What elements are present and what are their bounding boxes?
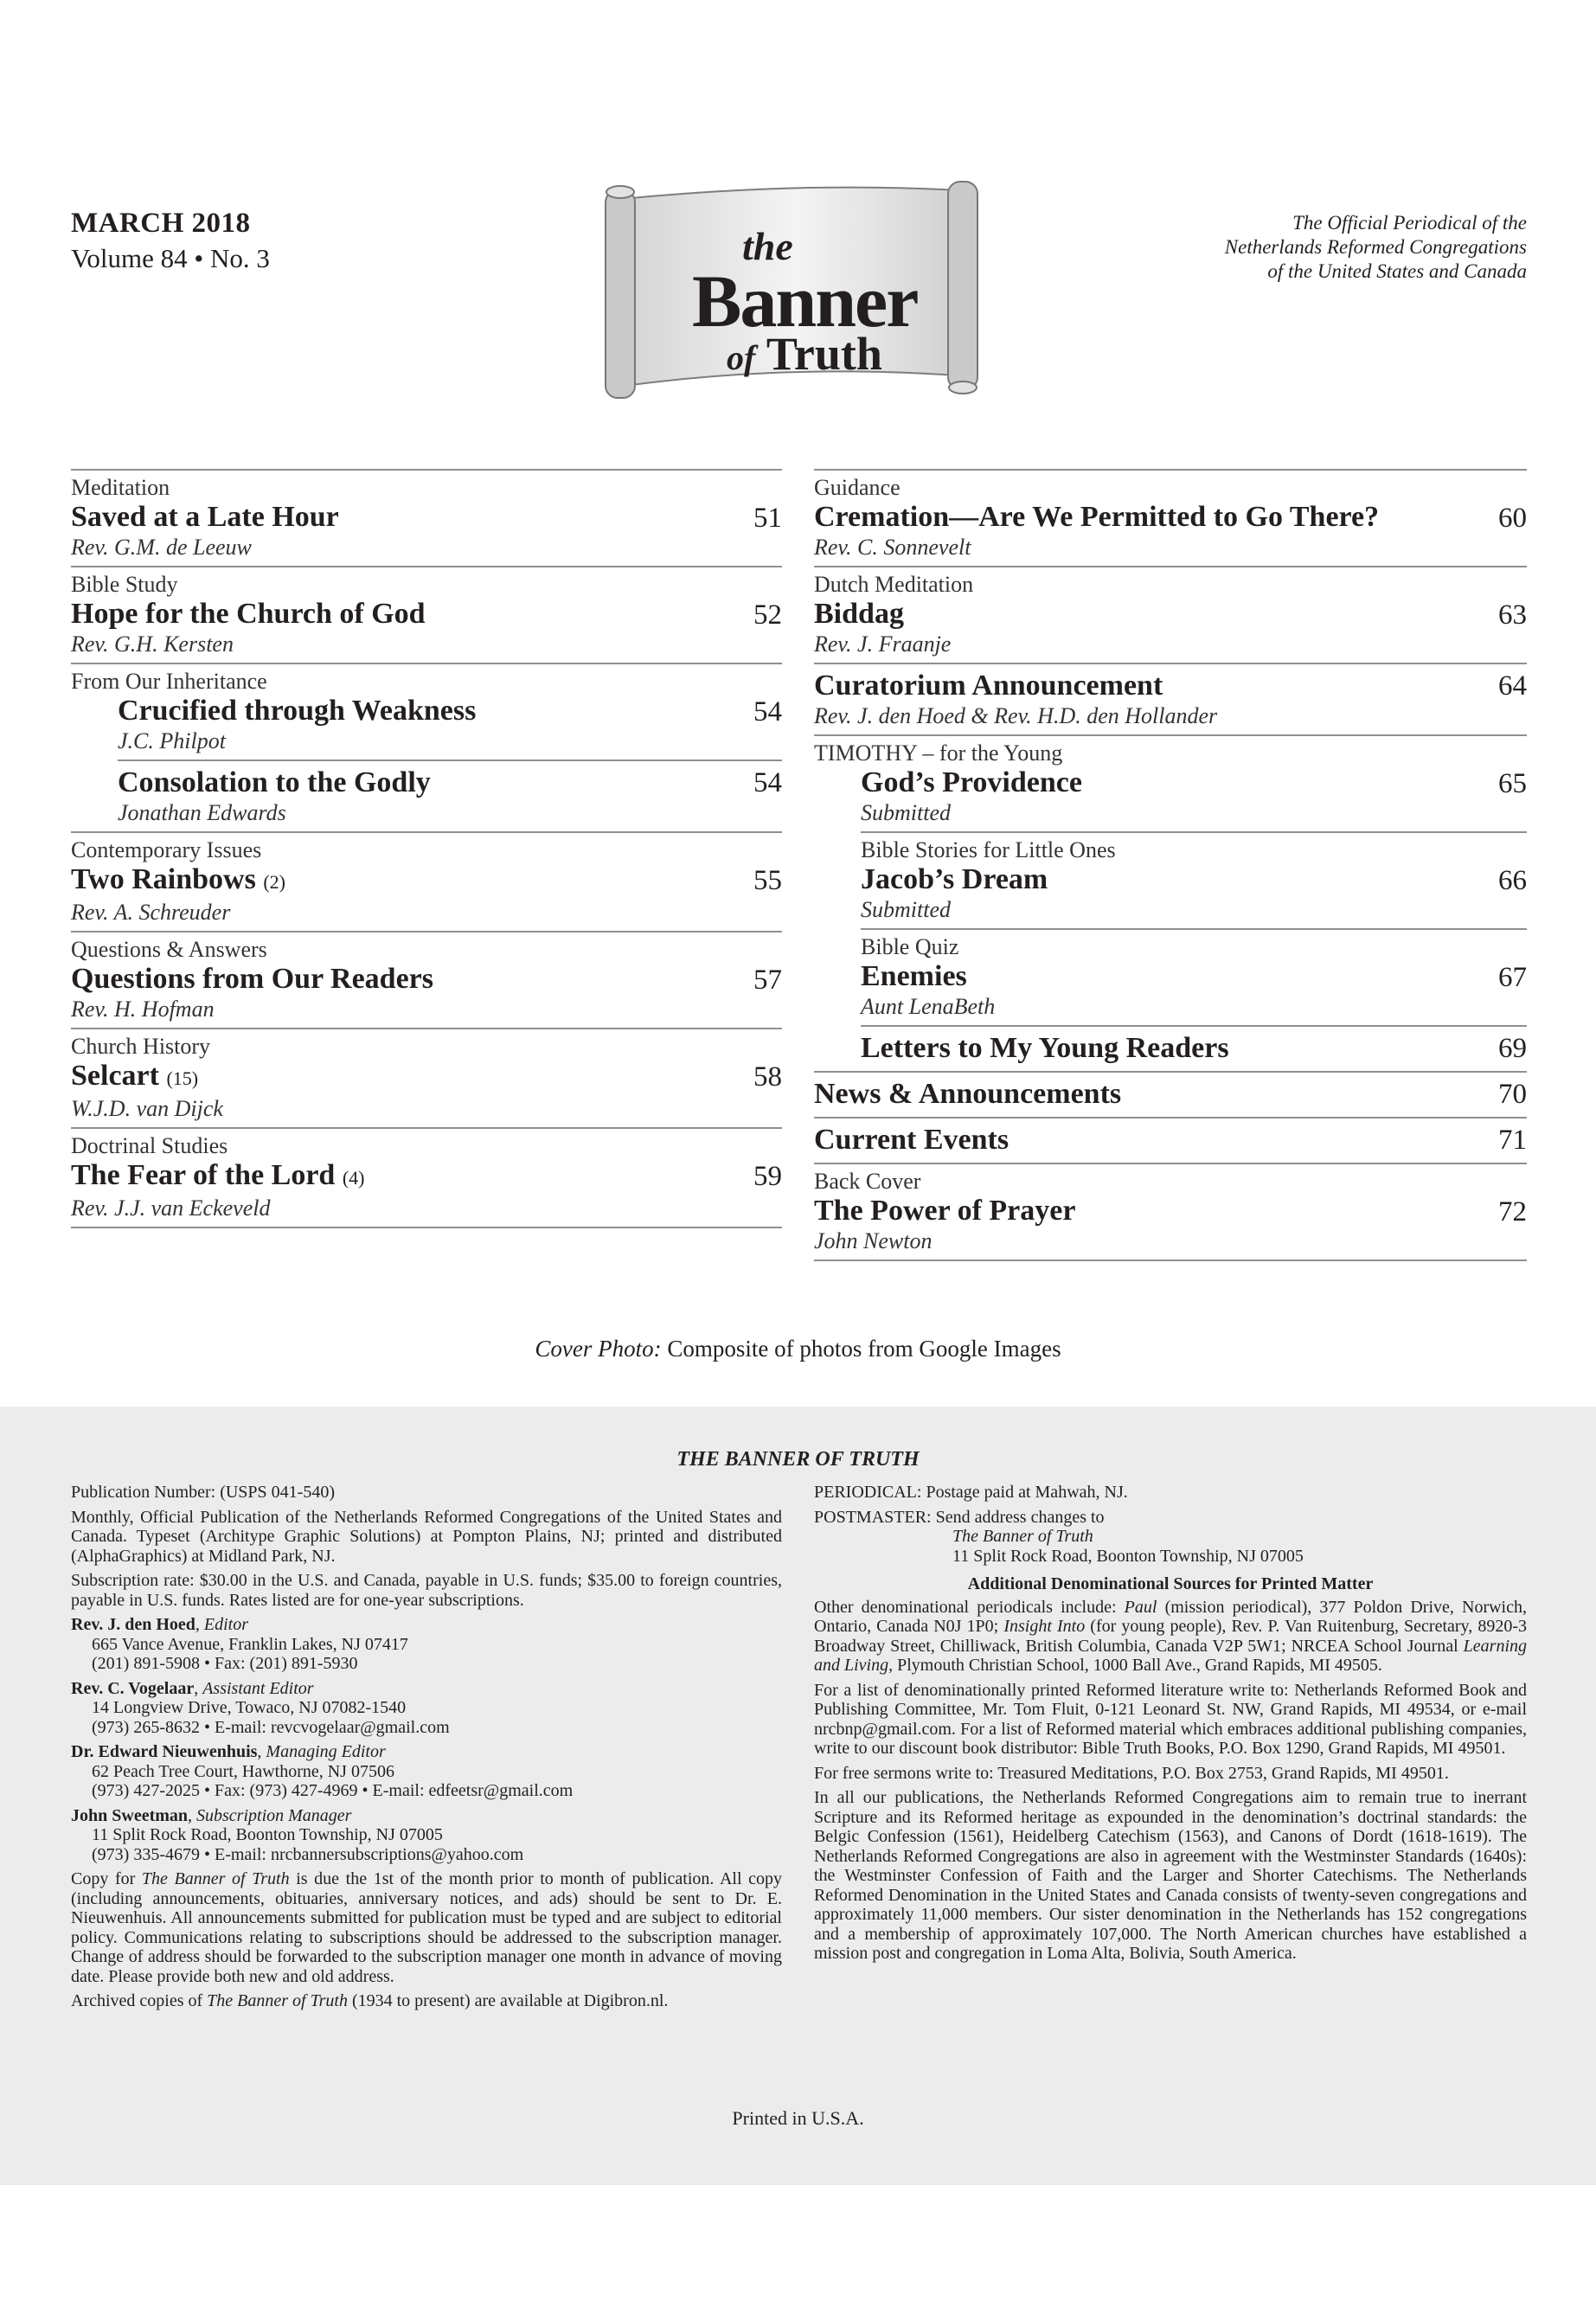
toc-entry[interactable] xyxy=(861,1025,1527,1071)
toc-title[interactable]: News & Announcements xyxy=(814,1078,1122,1110)
logo-truth-word: Truth xyxy=(766,328,882,380)
toc-title[interactable]: Current Events xyxy=(814,1124,1010,1156)
editor-block: Rev. J. den Hoed, Editor 665 Vance Avenue, Franklin Lakes, NJ 07417 (201) 891-5908 • Fax: (201) 891-5930 xyxy=(71,1615,408,1673)
toc-title[interactable]: Curatorium Announcement xyxy=(814,670,1163,702)
toc-page-number: 59 xyxy=(753,1161,782,1192)
subscription-manager-name: John Sweetman xyxy=(71,1805,189,1825)
toc-entry[interactable] xyxy=(814,566,1527,663)
toc-entry[interactable] xyxy=(814,663,1527,734)
toc-page-number: 58 xyxy=(753,1061,782,1093)
toc-title[interactable]: Enemies xyxy=(861,960,967,992)
copy-policy xyxy=(71,1869,782,1986)
masthead-right-column xyxy=(814,1483,1527,1969)
cover-photo-text: Composite of photos from Google Images xyxy=(661,1336,1061,1362)
other-title: Learning and Living xyxy=(814,1636,1527,1675)
toc-page-number: 52 xyxy=(753,599,782,631)
toc-author: Aunt LenaBeth xyxy=(861,994,996,1019)
logo-banner: Banner xyxy=(692,260,918,343)
toc-title-text: The Fear of the Lord xyxy=(71,1159,336,1191)
other-title: Insight Into xyxy=(1003,1617,1086,1636)
official-line: Netherlands Reformed Congregations xyxy=(1224,236,1527,258)
toc-title[interactable] xyxy=(71,1158,782,1195)
toc-category: Dutch Meditation xyxy=(814,572,974,597)
toc-page-number: 70 xyxy=(1498,1079,1527,1110)
editor-phone: (201) 891-5908 • Fax: (201) 891-5930 xyxy=(92,1654,358,1673)
toc-entry[interactable] xyxy=(861,928,1527,1025)
toc-author: Rev. H. Hofman xyxy=(71,997,215,1022)
toc-page-number: 54 xyxy=(753,767,782,798)
other-periodicals xyxy=(814,1598,1527,1676)
subscription-manager-address: 11 Split Rock Road, Boonton Township, NJ 07005 xyxy=(92,1825,443,1844)
managing-editor-phone[interactable]: (973) 427-2025 • Fax: (973) 427-4969 • E-mail: edfeetsr@gmail.com xyxy=(92,1781,574,1800)
toc-page-number: 57 xyxy=(753,965,782,996)
toc-title[interactable]: Crucified through Weakness xyxy=(118,695,477,727)
other-title: Paul xyxy=(1124,1597,1157,1617)
toc-entry[interactable] xyxy=(71,663,782,760)
issue-info xyxy=(71,208,270,274)
toc-page-number: 71 xyxy=(1498,1125,1527,1156)
logo-wordmark xyxy=(597,173,995,407)
masthead-left-column xyxy=(71,1483,782,2016)
postmaster-address: 11 Split Rock Road, Boonton Township, NJ 07005 xyxy=(952,1546,1304,1566)
subscription-manager-block: John Sweetman, Subscription Manager 11 Split Rock Road, Boonton Township, NJ 07005 (973) 335-4679 • E-mail: nrcbannersubscriptions@yahoo.com xyxy=(71,1805,524,1864)
toc-author: Rev. J. den Hoed & Rev. H.D. den Hollander xyxy=(814,703,1218,728)
toc-category: Church History xyxy=(71,1034,211,1059)
subscription-manager-role: Subscription Manager xyxy=(196,1805,352,1825)
printed-in: Printed in U.S.A. xyxy=(732,2107,864,2129)
toc-author: Rev. J. Fraanje xyxy=(814,631,952,657)
toc-category: Questions & Answers xyxy=(71,937,267,962)
toc-category: Contemporary Issues xyxy=(71,837,262,862)
toc-title-text: Two Rainbows xyxy=(71,863,256,895)
toc-author: Rev. G.M. de Leeuw xyxy=(71,535,252,560)
toc-category: Bible Study xyxy=(71,572,178,597)
toc-title[interactable]: Saved at a Late Hour xyxy=(71,501,339,533)
toc-author: John Newton xyxy=(814,1228,933,1253)
toc-page-number: 54 xyxy=(753,696,782,727)
toc-title[interactable] xyxy=(71,1059,782,1096)
toc-title[interactable]: Jacob’s Dream xyxy=(861,863,1048,895)
toc-entry[interactable] xyxy=(814,1071,1527,1117)
toc-category: Meditation xyxy=(71,475,170,500)
managing-editor-address: 62 Peach Tree Court, Hawthorne, NJ 07506 xyxy=(92,1761,394,1781)
toc-entry[interactable] xyxy=(814,469,1527,566)
assistant-editor-address: 14 Longview Drive, Towaco, NJ 07082-1540 xyxy=(92,1698,407,1717)
toc-part: (4) xyxy=(342,1167,365,1189)
managing-editor-block: Dr. Edward Nieuwenhuis, Managing Editor 62 Peach Tree Court, Hawthorne, NJ 07506 (973) 427-2025 • Fax: (973) 427-4969 • E-mail: edfeetsr@gmail.com xyxy=(71,1742,574,1800)
cover-photo-label: Cover Photo: xyxy=(535,1336,662,1362)
toc-part: (15) xyxy=(166,1067,199,1089)
toc-title[interactable]: Hope for the Church of God xyxy=(71,598,426,630)
toc-author: Rev. G.H. Kersten xyxy=(71,631,234,657)
toc-category: Back Cover xyxy=(814,1169,921,1194)
copy-policy-text: is due the 1st of the month prior to month of publication. All copy (including announcements, obituaries, anniversary notices, and ads) should be sent to Dr. E. Nieuwenhuis. All announcements submitted for publication must be typed and are subject to editorial policy. Communications relating to subscriptions should be addressed to the subscription manager. Change of address should be forwarded to the subscription manager one month in advance of moving date. Please provide both new and old address. xyxy=(71,1869,782,1986)
logo-the: the xyxy=(742,224,793,268)
monthly-statement: Monthly, Official Publication of the Netherlands Reformed Congregations of the United States and Canada. Typeset (Architype Graphic Solutions) at Pompton Plains, NJ; printed and distributed (AlphaGraphics) at Midland Park, NJ. xyxy=(71,1507,782,1566)
toc-author: Submitted xyxy=(861,897,951,922)
toc-title[interactable]: Cremation—Are We Permitted to Go There? xyxy=(814,501,1380,533)
managing-editor-name: Dr. Edward Nieuwenhuis xyxy=(71,1742,258,1761)
toc-page-number: 66 xyxy=(1498,865,1527,896)
other-text: (for young people), Rev. P. Van Ruitenburg, Secretary, 8920-3 Broadway Street, Chilliwack, British Columbia, Canada V2P 5W1; NRCEA School Journal xyxy=(814,1617,1528,1656)
subscription-manager-phone[interactable]: (973) 335-4679 • E-mail: nrcbannersubscriptions@yahoo.com xyxy=(92,1844,524,1864)
toc-page-number: 65 xyxy=(1498,768,1527,799)
toc-author: W.J.D. van Dijck xyxy=(71,1096,223,1121)
editor-name: Rev. J. den Hoed xyxy=(71,1615,195,1634)
toc-title[interactable]: Questions from Our Readers xyxy=(71,963,434,995)
toc-page-number: 69 xyxy=(1498,1033,1527,1064)
archive-title: The Banner of Truth xyxy=(207,1991,348,2010)
toc-page-number: 55 xyxy=(753,865,782,896)
toc-entry[interactable] xyxy=(71,566,782,663)
toc-title[interactable]: Biddag xyxy=(814,598,904,630)
toc-right-column xyxy=(814,469,1527,1261)
copy-policy-title: The Banner of Truth xyxy=(141,1869,290,1888)
periodical-postage: PERIODICAL: Postage paid at Mahwah, NJ. xyxy=(814,1483,1128,1502)
other-text: , Plymouth Christian School, 1000 Ball Ave., Grand Rapids, MI 49505. xyxy=(888,1656,1382,1675)
toc-title[interactable] xyxy=(71,862,782,900)
toc-title[interactable]: God’s Providence xyxy=(861,766,1082,798)
toc-title-text: Selcart xyxy=(71,1060,159,1092)
logo-truth xyxy=(727,327,882,381)
toc-entry[interactable] xyxy=(814,1163,1527,1261)
toc-author: Rev. J.J. van Eckeveld xyxy=(71,1195,271,1221)
postmaster-text: POSTMASTER: Send address changes to xyxy=(814,1507,1105,1527)
other-text: Other denominational periodicals include: xyxy=(814,1597,1125,1617)
toc-title[interactable]: The Power of Prayer xyxy=(814,1195,1076,1227)
toc-entry[interactable] xyxy=(71,1028,782,1127)
toc-author: Rev. A. Schreuder xyxy=(71,900,231,925)
toc-entry[interactable] xyxy=(118,760,782,831)
toc-page-number: 51 xyxy=(753,503,782,534)
assistant-editor-block: Rev. C. Vogelaar, Assistant Editor 14 Longview Drive, Towaco, NJ 07082-1540 (973) 265-8632 • E-mail: revcvogelaar@gmail.com xyxy=(71,1678,450,1737)
toc-category: From Our Inheritance xyxy=(71,669,267,694)
sources-heading: Additional Denominational Sources for Printed Matter xyxy=(967,1574,1374,1593)
assistant-editor-name: Rev. C. Vogelaar xyxy=(71,1678,195,1698)
publication-number: Publication Number: (USPS 041-540) xyxy=(71,1483,335,1502)
toc-page-number: 60 xyxy=(1498,503,1527,534)
toc-left-column xyxy=(71,469,782,1228)
literature-list: For a list of denominationally printed Reformed literature write to: Netherlands Reformed Book and Publishing Committee, Mr. Tom Fluit, 0-121 Leonard St. NW, Grand Rapids, MI 49534, or e-mail nrcbnp@gmail.com. For a list of Reformed material which embraces additional publishing companies, write to our discount book distributor: Bible Truth Books, P.O. Box 1290, Grand Rapids, MI 49501. xyxy=(814,1680,1527,1758)
editor-address: 665 Vance Avenue, Franklin Lakes, NJ 07417 xyxy=(92,1634,408,1654)
masthead-title: THE BANNER OF TRUTH xyxy=(676,1448,920,1471)
toc-entry[interactable] xyxy=(71,469,782,566)
official-periodical-note xyxy=(1225,211,1527,284)
subscription-rate: Subscription rate: $30.00 in the U.S. and Canada, payable in U.S. funds; $35.00 to foreign countries, payable in U.S. funds. Rates listed are for one-year subscriptions. xyxy=(71,1571,782,1610)
copy-policy-text: Copy for xyxy=(71,1869,142,1888)
toc-category: TIMOTHY – for the Young xyxy=(814,740,1063,766)
logo-of: of xyxy=(727,338,756,377)
archive-text: (1934 to present) are available at Digibron.nl. xyxy=(347,1991,669,2010)
toc-title[interactable]: Letters to My Young Readers xyxy=(861,1032,1229,1064)
editor-role: Editor xyxy=(203,1615,249,1634)
managing-editor-role: Managing Editor xyxy=(266,1742,386,1761)
issue-volume: Volume 84 • No. 3 xyxy=(71,243,270,273)
assistant-editor-role: Assistant Editor xyxy=(202,1678,314,1698)
toc-author: Jonathan Edwards xyxy=(118,800,286,825)
toc-category: Doctrinal Studies xyxy=(71,1133,228,1158)
toc-page-number: 63 xyxy=(1498,599,1527,631)
toc-entry[interactable] xyxy=(71,1127,782,1228)
toc-page-number: 64 xyxy=(1498,670,1527,702)
banner-of-truth-logo xyxy=(597,173,995,407)
assistant-editor-phone[interactable]: (973) 265-8632 • E-mail: revcvogelaar@gmail.com xyxy=(92,1717,450,1737)
free-sermons: For free sermons write to: Treasured Meditations, P.O. Box 2753, Grand Rapids, MI 49501. xyxy=(814,1763,1449,1783)
toc-entry[interactable] xyxy=(814,734,1527,831)
other-text: (mission periodical), 377 Poldon Drive, Norwich, Ontario, Canada N0J 1P0; xyxy=(814,1597,1527,1636)
page-header xyxy=(0,0,1596,450)
archive-text: Archived copies of xyxy=(71,1991,208,2010)
postmaster-block xyxy=(814,1508,1527,1567)
toc-category: Guidance xyxy=(814,475,901,500)
official-line: of the United States and Canada xyxy=(1267,260,1527,282)
toc-category: Bible Stories for Little Ones xyxy=(861,837,1116,862)
toc-entry[interactable] xyxy=(71,931,782,1028)
toc-title[interactable]: Consolation to the Godly xyxy=(118,766,431,798)
official-line: The Official Periodical of the xyxy=(1292,212,1527,234)
toc-author: J.C. Philpot xyxy=(118,728,226,753)
toc-page-number: 67 xyxy=(1498,962,1527,993)
toc-part: (2) xyxy=(263,871,285,893)
toc-entry[interactable] xyxy=(814,1117,1527,1163)
toc-page-number: 72 xyxy=(1498,1196,1527,1227)
denomination-statement: In all our publications, the Netherlands Reformed Congregations aim to remain true to inerrant Scripture and its Reformed heritage as expounded in the denomination’s doctrinal standards: the Belgic Confession (1561), Heidelberg Catechism (1563), and Canons of Dordt (1618-1619). The Netherlands Reformed Congregations are also in agreement with the Westminster Standards (1640s): the Westminster Confession of Faith and the Larger and Shorter Catechisms. The Netherlands Reformed Denomination in the United States and Canada consists of twenty-seven congregations and approximately 11,000 members. Our sister denomination in the Netherlands has 152 congregations and a membership of approximately 107,000. The North American churches have established a mission post and congregation in Loma Alta, Bolivia, South America. xyxy=(814,1788,1527,1963)
issue-month: MARCH 2018 xyxy=(71,208,251,239)
archive-note xyxy=(71,1991,782,2011)
cover-photo-credit xyxy=(0,1336,1596,1362)
toc-entry[interactable] xyxy=(861,831,1527,928)
toc-author: Submitted xyxy=(861,800,951,825)
toc-author: Rev. C. Sonnevelt xyxy=(814,535,971,560)
postmaster-name: The Banner of Truth xyxy=(952,1527,1093,1546)
toc-entry[interactable] xyxy=(71,831,782,931)
toc-category: Bible Quiz xyxy=(861,934,959,959)
masthead-panel xyxy=(0,1407,1596,2185)
